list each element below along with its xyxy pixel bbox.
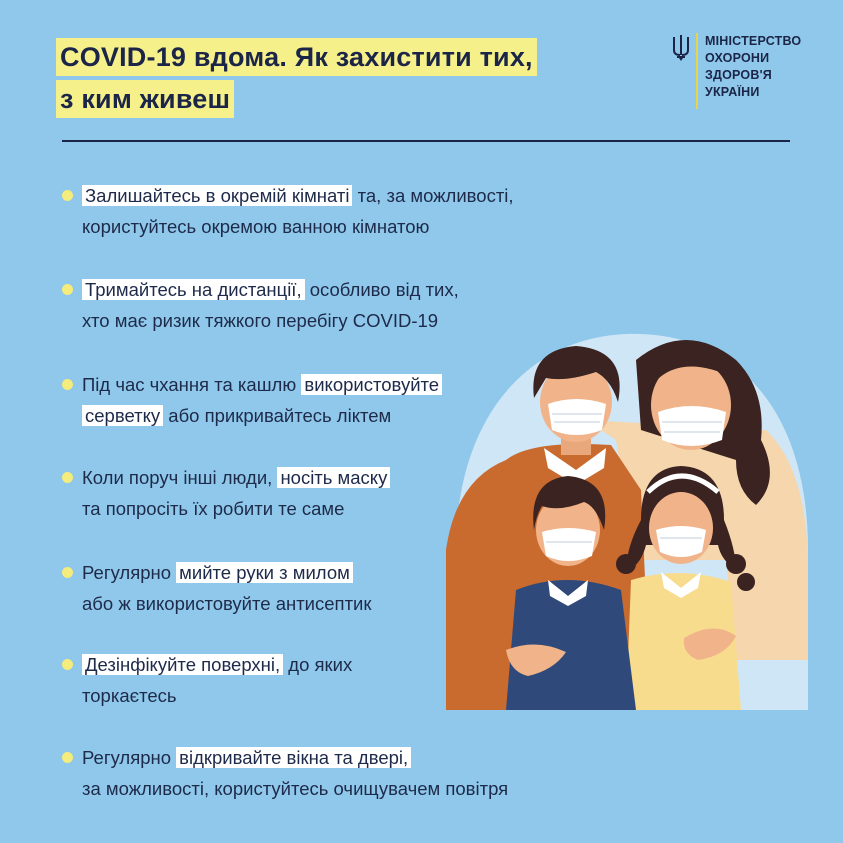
ministry-name-line: УКРАЇНИ <box>705 85 760 99</box>
mother-mask <box>658 406 726 446</box>
tip-text <box>82 274 459 336</box>
tip-line: Регулярно <box>82 747 177 768</box>
ministry-name-line: ЗДОРОВ'Я <box>705 68 772 82</box>
family-in-masks-illustration <box>436 320 816 720</box>
tip-line: за можливості, користуйтесь очищувачем повітря <box>82 778 509 799</box>
girl-mask <box>656 526 706 557</box>
ministry-name-line: ОХОРОНИ <box>705 51 770 65</box>
tip-highlight: мийте руки з милом <box>176 562 353 583</box>
tip-line: та, за можливості, <box>352 185 514 206</box>
tip-text <box>82 742 508 804</box>
bullet-dot <box>62 472 73 483</box>
bullet-dot <box>62 567 73 578</box>
tip-line: хто має ризик тяжкого перебігу COVID-19 <box>82 310 439 331</box>
ministry-logo <box>672 33 802 113</box>
ministry-name-line: МІНІСТЕРСТВО <box>705 34 802 48</box>
bullet-dot <box>62 659 73 670</box>
tip-highlight: відкривайте вікна та двері, <box>176 747 411 768</box>
header-divider <box>62 140 790 142</box>
bullet-dot <box>62 284 73 295</box>
tip-highlight: носіть маску <box>277 467 390 488</box>
tip-line: Коли поруч інші люди, <box>82 467 278 488</box>
trident-icon <box>672 35 690 61</box>
tip-line: торкаєтесь <box>82 685 177 706</box>
tip-line: та попросіть їх робити те саме <box>82 498 345 519</box>
tip-line: або прикривайтесь ліктем <box>163 405 392 426</box>
tip-text <box>82 649 352 711</box>
bullet-dot <box>62 190 73 201</box>
tip-highlight: серветку <box>82 405 163 426</box>
tip-highlight: Дезінфікуйте поверхні, <box>82 654 283 675</box>
tip-highlight: використовуйте <box>301 374 442 395</box>
tip-text <box>82 180 514 242</box>
logo-divider <box>696 33 698 109</box>
bullet-dot <box>62 379 73 390</box>
bullet-dot <box>62 752 73 763</box>
tip-line: до яких <box>283 654 353 675</box>
tip-text <box>82 462 390 524</box>
tip-highlight: Тримайтесь на дистанції, <box>82 279 305 300</box>
tip-line: Під час чхання та кашлю <box>82 374 302 395</box>
ministry-name <box>705 33 801 101</box>
page-title-line-2: з ким живеш <box>56 80 234 118</box>
tip-line: Регулярно <box>82 562 177 583</box>
tip-line: користуйтесь окремою ванною кімнатою <box>82 216 430 237</box>
page-title-line-1: COVID-19 вдома. Як захистити тих, <box>56 38 537 76</box>
boy-mask <box>542 528 596 561</box>
tip-text <box>82 369 442 431</box>
tip-text <box>82 557 371 619</box>
tip-line: особливо від тих, <box>304 279 459 300</box>
tip-highlight: Залишайтесь в окремій кімнаті <box>82 185 352 206</box>
father-mask <box>548 399 606 435</box>
tip-line: або ж використовуйте антисептик <box>82 593 372 614</box>
